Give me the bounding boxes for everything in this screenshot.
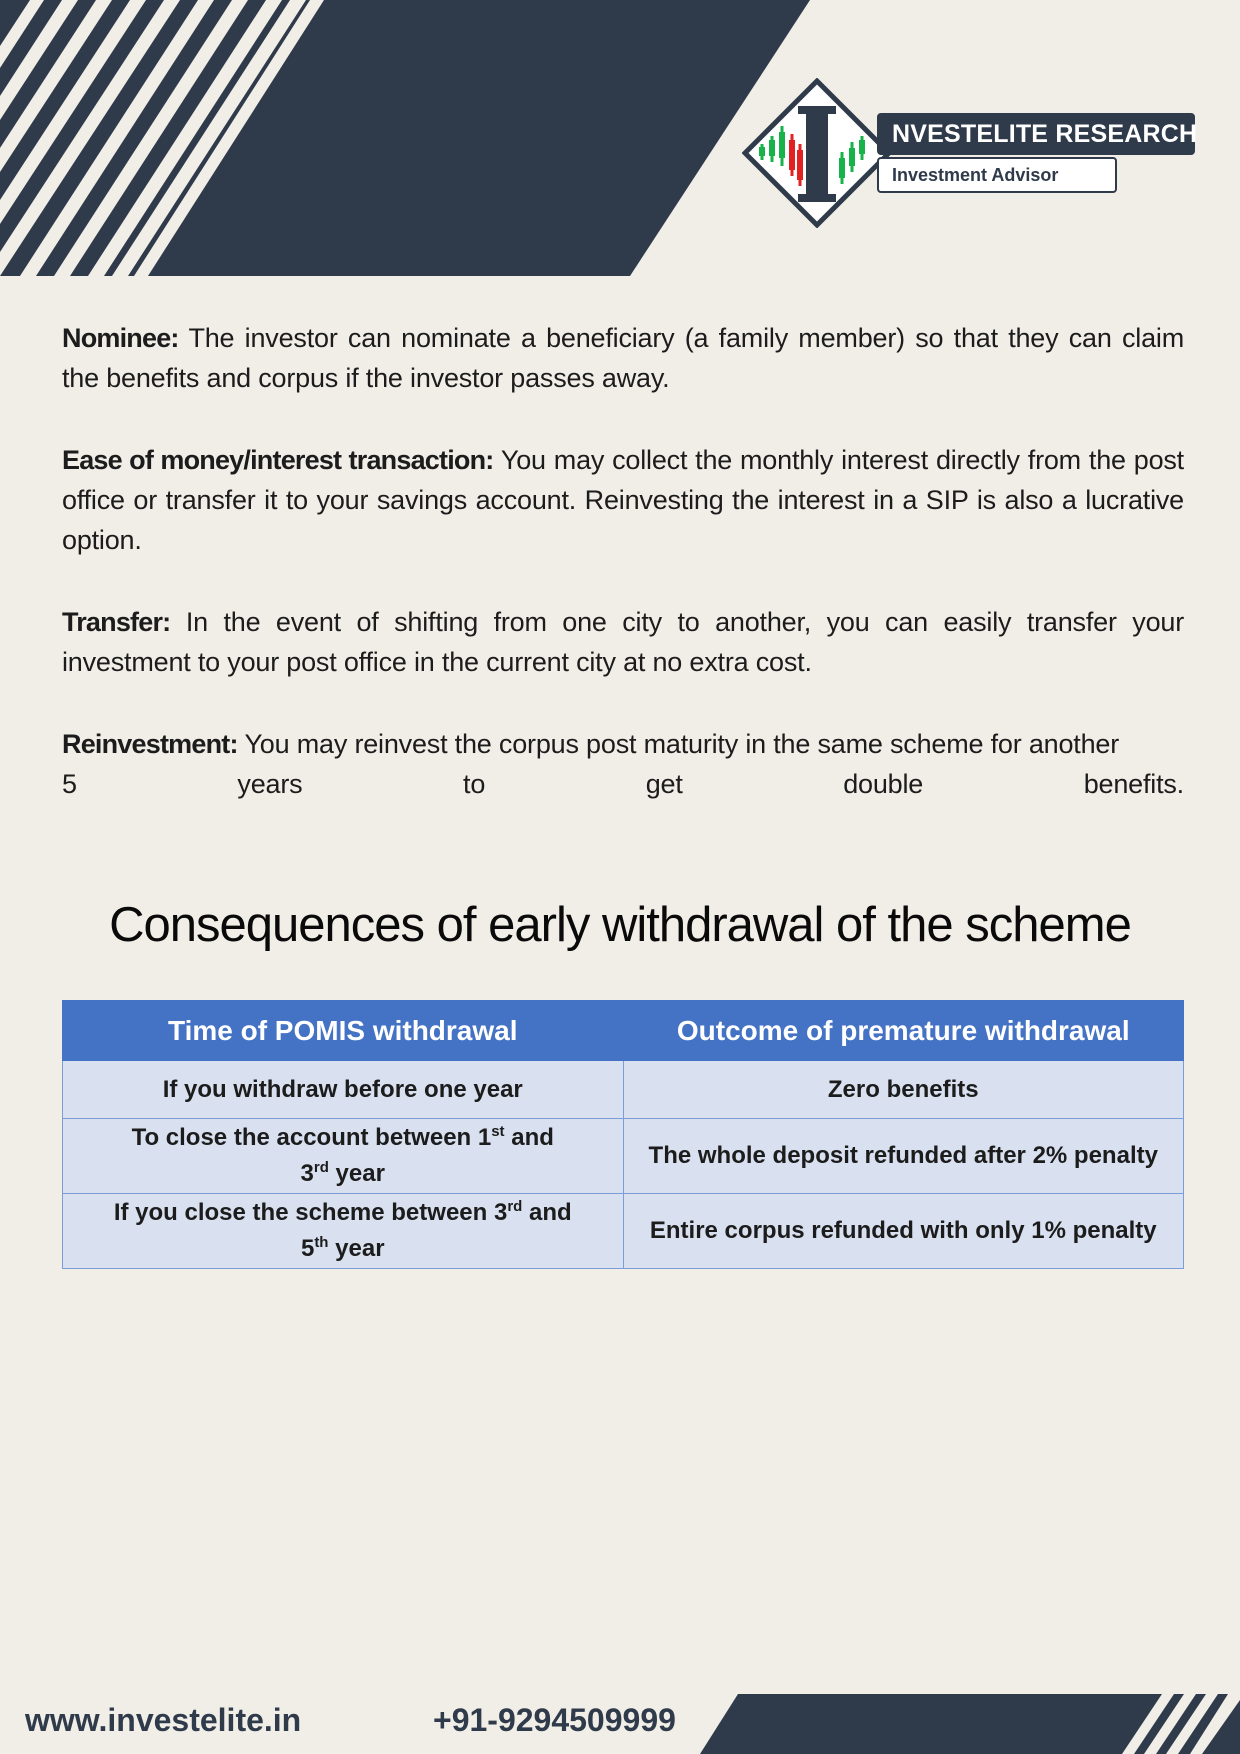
word: double [843, 769, 924, 799]
paragraph-label: Nominee: [62, 323, 179, 353]
paragraph-transfer [62, 602, 1184, 682]
withdrawal-table [62, 1000, 1184, 1269]
body-content [62, 318, 1184, 804]
cell-superscript: rd [507, 1198, 523, 1215]
footer-phone-number[interactable]: +91-9294509999 [433, 1702, 676, 1738]
paragraph-label: Ease of money/interest transaction: [62, 445, 494, 475]
paragraph-nominee [62, 318, 1184, 398]
cell-text: If you close the scheme between 3 [113, 1199, 508, 1226]
cell-superscript: rd [313, 1159, 329, 1176]
paragraph-text: You may reinvest the corpus post maturity in the same scheme for another [237, 729, 1120, 759]
brand-name: NVESTELITE RESEARCH [877, 113, 1195, 155]
word: benefits. [1083, 769, 1184, 799]
section-title: Consequences of early withdrawal of the scheme [109, 898, 1131, 952]
table-header-cell: Outcome of premature withdrawal [623, 1001, 1184, 1061]
paragraph-ease-of-transaction [62, 440, 1184, 560]
table-row [63, 1194, 1184, 1269]
brand-tagline: Investment Advisor [877, 157, 1117, 193]
paragraph-last-line [62, 764, 1184, 804]
table-header-cell: Time of POMIS withdrawal [63, 1001, 624, 1061]
paragraph-label: Transfer: [62, 607, 171, 637]
word: get [645, 769, 683, 799]
word: years [237, 769, 303, 799]
cell-text: To close the account between 1 [131, 1124, 492, 1151]
table-cell: The whole deposit refunded after 2% penalty [623, 1119, 1184, 1194]
table-row [63, 1061, 1184, 1119]
paragraph-reinvestment [62, 724, 1184, 804]
table-header-row [63, 1001, 1184, 1061]
cell-text: 5 [300, 1235, 315, 1262]
paragraph-text: In the event of shifting from one city to another, you can easily transfer your investment to your post office in the current city at no extra cost. [62, 607, 1184, 677]
table-cell: Zero benefits [623, 1061, 1184, 1119]
cell-superscript: th [314, 1234, 329, 1251]
cell-text: year [328, 1160, 385, 1187]
cell-text: and [504, 1124, 554, 1151]
footer-website-link[interactable]: www.investelite.in [25, 1702, 302, 1738]
table-cell [63, 1194, 624, 1269]
cell-text: and [522, 1199, 572, 1226]
cell-superscript: st [491, 1123, 505, 1140]
brand-logo [742, 78, 1202, 228]
logo-diamond-icon [742, 78, 892, 228]
cell-text: 3 [300, 1160, 314, 1187]
word: to [463, 769, 486, 799]
cell-text: year [328, 1235, 385, 1262]
paragraph-text: The investor can nominate a beneficiary (a family member) so that they can claim the benefits and corpus if the investor passes away. [62, 323, 1184, 393]
paragraph-text: You may collect the monthly interest directly from the post office or transfer it to your savings account. Reinvesting the interest in a SIP is also a lucrative option. [62, 445, 1184, 555]
table-cell [63, 1119, 624, 1194]
table-cell: Entire corpus refunded with only 1% penalty [623, 1194, 1184, 1269]
table-cell [63, 1061, 624, 1119]
paragraph-label: Reinvestment: [62, 729, 238, 759]
table-row [63, 1119, 1184, 1194]
footer-band [700, 1694, 1240, 1754]
cell-text: If you withdraw before one year [162, 1075, 523, 1103]
word: 5 [62, 769, 77, 799]
